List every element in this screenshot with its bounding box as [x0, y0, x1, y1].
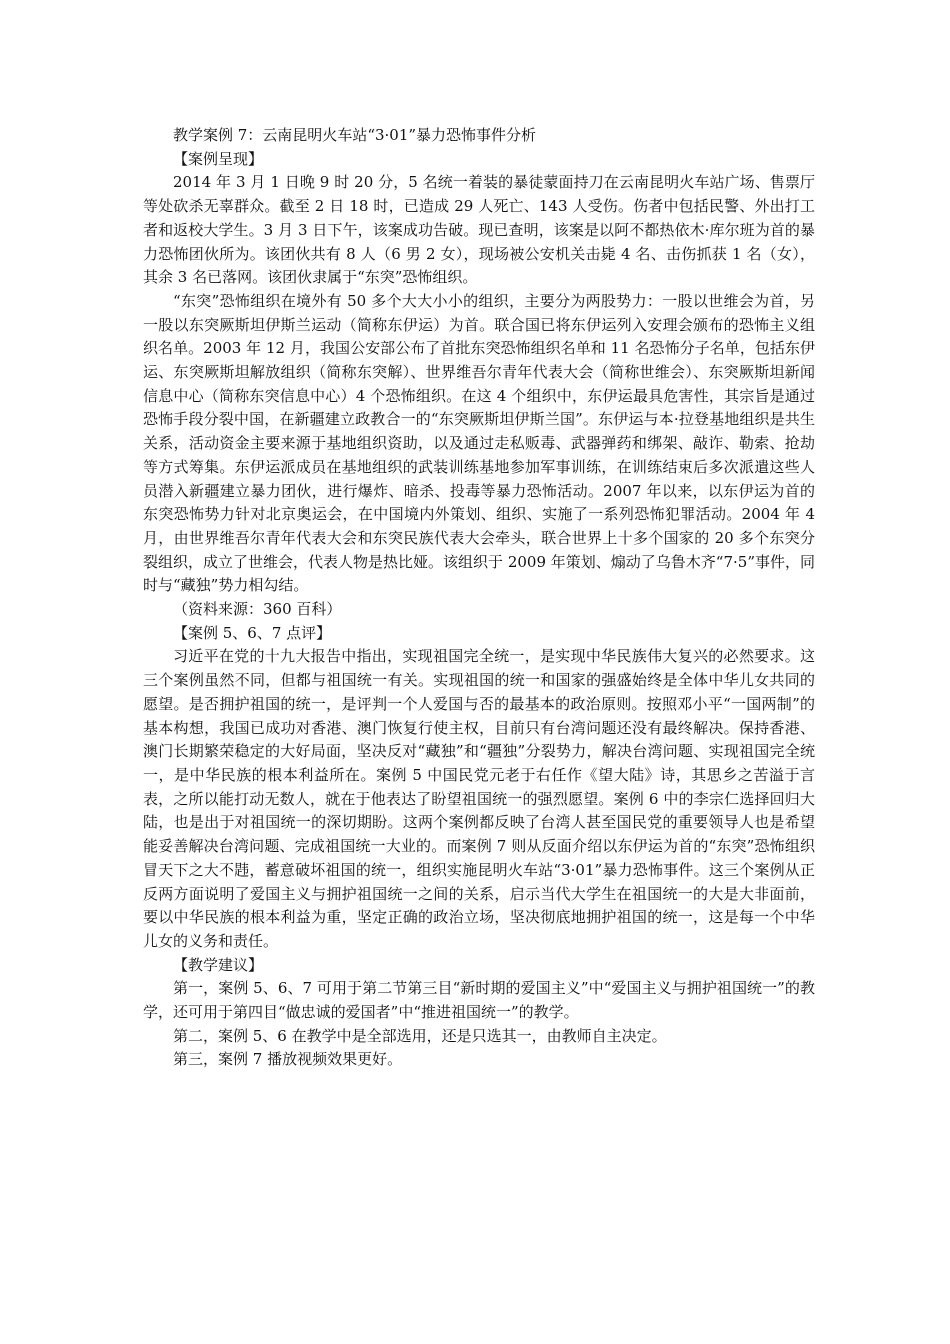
paragraph-review: 习近平在党的十九大报告中指出，实现祖国完全统一，是实现中华民族伟大复兴的必然要求。这三个案例虽然不同，但都与祖国统一有关。实现祖国的统一和国家的强盛始终是全体中华儿女共同的愿望。是否拥护祖国的统一，是评判一个人爱国与否的最基本的政治原则。按照邓小平“一国两制”的基本构想，我国已成功对香港、澳门恢复行使主权，目前只有台湾问题还没有最终解决。保持香港、澳门长期繁荣稳定的大好局面，坚决反对“藏独”和“疆独”分裂势力，解决台湾问题、实现祖国完全统一，是中华民族的根本利益所在。案例 5 中国民党元老于右任作《望大陆》诗，其思乡之苦溢于言表，之所以能打动无数人，就在于他表达了盼望祖国统一的强烈愿望。案例 6 中的李宗仁选择回归大陆，也是出于对祖国统一的深切期盼。这两个案例都反映了台湾人甚至国民党的重要领导人也是希望能妥善解决台湾问题、完成祖国统一大业的。而案例 7 则从反面介绍以东伊运为首的“东突”恐怖组织冒天下之大不韪，蓄意破坏祖国的统一，组织实施昆明火车站“3·01”暴力恐怖事件。这三个案例从正反两方面说明了爱国主义与拥护祖国统一之间的关系，启示当代大学生在祖国统一的大是大非面前，要以中华民族的根本利益为重，坚定正确的政治立场，坚决彻底地拥护祖国的统一，这是每一个中华儿女的义务和责任。 — [143, 647, 815, 950]
section-heading-teaching-advice: 【教学建议】 — [173, 955, 264, 974]
paragraph-organization-background: “东突”恐怖组织在境外有 50 多个大大小小的组织，主要分为两股势力：一股以世维会为首，另一股以东突厥斯坦伊斯兰运动（简称东伊运）为首。联合国已将东伊运列入安理会颁布的恐怖主义组织名单。2003 年 12 月，我国公安部公布了首批东突恐怖组织名单和 11 名恐怖分子名单，包括东伊运、东突厥斯坦解放组织（简称东突解）、世界维吾尔青年代表大会（简称世维会）、东突厥斯坦新闻信息中心（简称东突信息中心）4 个恐怖组织。在这 4 个组织中，东伊运最具危害性，其宗旨是通过恐怖手段分裂中国，在新疆建立政教合一的“东突厥斯坦伊斯兰国”。东伊运与本·拉登基地组织是共生关系，活动资金主要来源于基地组织资助，以及通过走私贩毒、武器弹药和绑架、敲诈、勒索、抢劫等方式筹集。东伊运派成员在基地组织的武装训练基地参加军事训练，在训练结束后多次派遣这些人员潜入新疆建立暴力团伙，进行爆炸、暗杀、投毒等暴力恐怖活动。2007 年以来，以东伊运为首的东突恐怖势力针对北京奥运会，在中国境内外策划、组织、实施了一系列恐怖犯罪活动。2004 年 4 月，由世界维吾尔青年代表大会和东突民族代表大会牵头，联合世界上十多个国家的 20 多个东突分裂组织，成立了世维会，代表人物是热比娅。该组织于 2009 年策划、煽动了乌鲁木齐“7·5”事件，同时与“藏独”势力相勾结。 — [143, 291, 815, 595]
advice-item-third: 第三，案例 7 播放视频效果更好。 — [173, 1050, 403, 1069]
document-page — [143, 124, 815, 1072]
advice-item-first: 第一，案例 5、6、7 可用于第二节第三目“新时期的爱国主义”中“爱国主义与拥护祖国统一”的教学，还可用于第四目“做忠诚的爱国者”中“推进祖国统一”的教学。 — [143, 979, 815, 1022]
section-heading-case-review: 【案例 5、6、7 点评】 — [173, 623, 332, 642]
case-title: 教学案例 7：云南昆明火车站“3·01”暴力恐怖事件分析 — [173, 126, 537, 144]
advice-item-second: 第二，案例 5、6 在教学中是全部选用，还是只选其一，由教师自主决定。 — [173, 1026, 667, 1045]
source-note: （资料来源：360 百科） — [173, 600, 342, 619]
paragraph-event-summary: 2014 年 3 月 1 日晚 9 时 20 分，5 名统一着装的暴徒蒙面持刀在云南昆明火车站广场、售票厅等处砍杀无辜群众。截至 2 日 18 时，已造成 29 人死亡、143 人受伤。伤者中包括民警、外出打工者和返校大学生。3 月 3 日下午，该案成功告破。现已查明，该案是以阿不都热依木·库尔班为首的暴力恐怖团伙所为。该团伙共有 8 人（6 男 2 女），现场被公安机关击毙 4 名、击伤抓获 1 名（女），其余 3 名已落网。该团伙隶属于“东突”恐怖组织。 — [143, 173, 815, 287]
section-heading-case-presentation: 【案例呈现】 — [173, 149, 264, 168]
